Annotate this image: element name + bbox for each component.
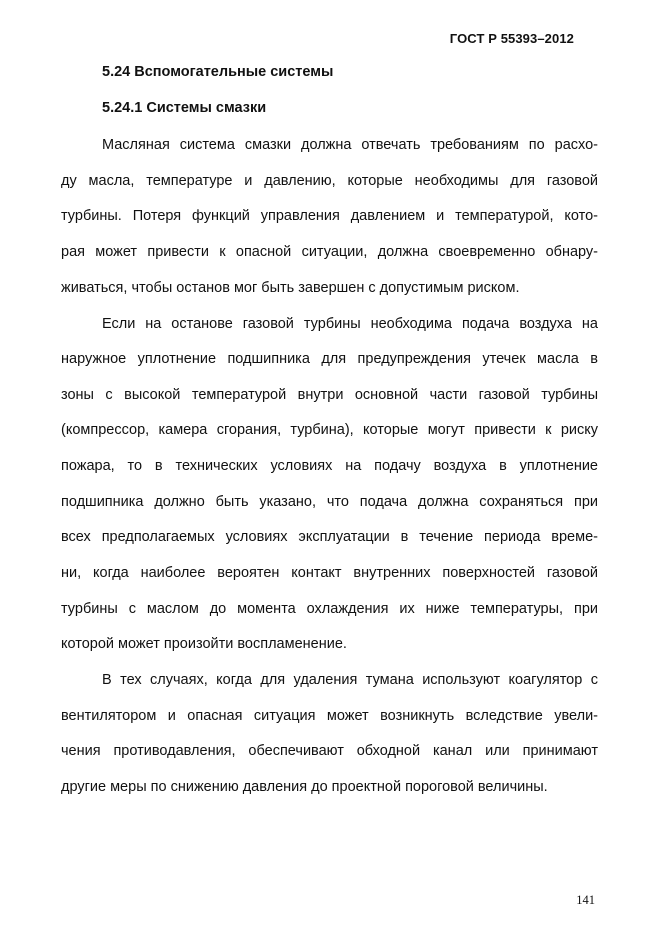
page-number: 141 <box>576 893 595 907</box>
paragraph-1-line-1: Масляная система смазки должна отвечать требованиям по расхо- <box>102 137 598 153</box>
paragraph-3-line-3: чения противодавления, обеспечивают обходной канал или принимают <box>61 743 598 759</box>
paragraph-3-line-2: вентилятором и опасная ситуация может возникнуть вследствие увели- <box>61 708 598 724</box>
paragraph-2-line-8: ни, когда наиболее вероятен контакт внутренних поверхностей газовой <box>61 565 598 581</box>
section-heading-5-24: 5.24 Вспомогательные системы <box>102 64 334 80</box>
paragraph-2-line-9: турбины с маслом до момента охлаждения их ниже температуры, при <box>61 601 598 617</box>
document-standard-code: ГОСТ Р 55393–2012 <box>449 31 574 46</box>
paragraph-1-line-4: рая может привести к опасной ситуации, должна своевременно обнару- <box>61 244 598 260</box>
section-heading-5-24-1: 5.24.1 Системы смазки <box>102 100 267 116</box>
paragraph-2-line-2: наружное уплотнение подшипника для предупреждения утечек масла в <box>61 351 598 367</box>
paragraph-3-line-1: В тех случаях, когда для удаления тумана используют коагулятор с <box>102 672 598 688</box>
paragraph-2-line-1: Если на останове газовой турбины необходима подача воздуха на <box>102 316 598 332</box>
paragraph-2-line-7: всех предполагаемых условиях эксплуатации в течение периода време- <box>61 529 598 545</box>
paragraph-2-line-10: которой может произойти воспламенение. <box>61 636 347 652</box>
paragraph-2-line-3: зоны с высокой температурой внутри основной части газовой турбины <box>61 387 598 403</box>
paragraph-1-line-3: турбины. Потеря функций управления давлением и температурой, кото- <box>61 208 598 224</box>
paragraph-3-line-4: другие меры по снижению давления до проектной пороговой величины. <box>61 779 548 795</box>
paragraph-2-line-4: (компрессор, камера сгорания, турбина), которые могут привести к риску <box>61 422 598 438</box>
paragraph-2-line-5: пожара, то в технических условиях на подачу воздуха в уплотнение <box>61 458 598 474</box>
paragraph-2-line-6: подшипника должно быть указано, что подача должна сохраняться при <box>61 494 598 510</box>
paragraph-1-line-5: живаться, чтобы останов мог быть завершен с допустимым риском. <box>61 280 520 296</box>
paragraph-1-line-2: ду масла, температуре и давлению, которые необходимы для газовой <box>61 173 598 189</box>
